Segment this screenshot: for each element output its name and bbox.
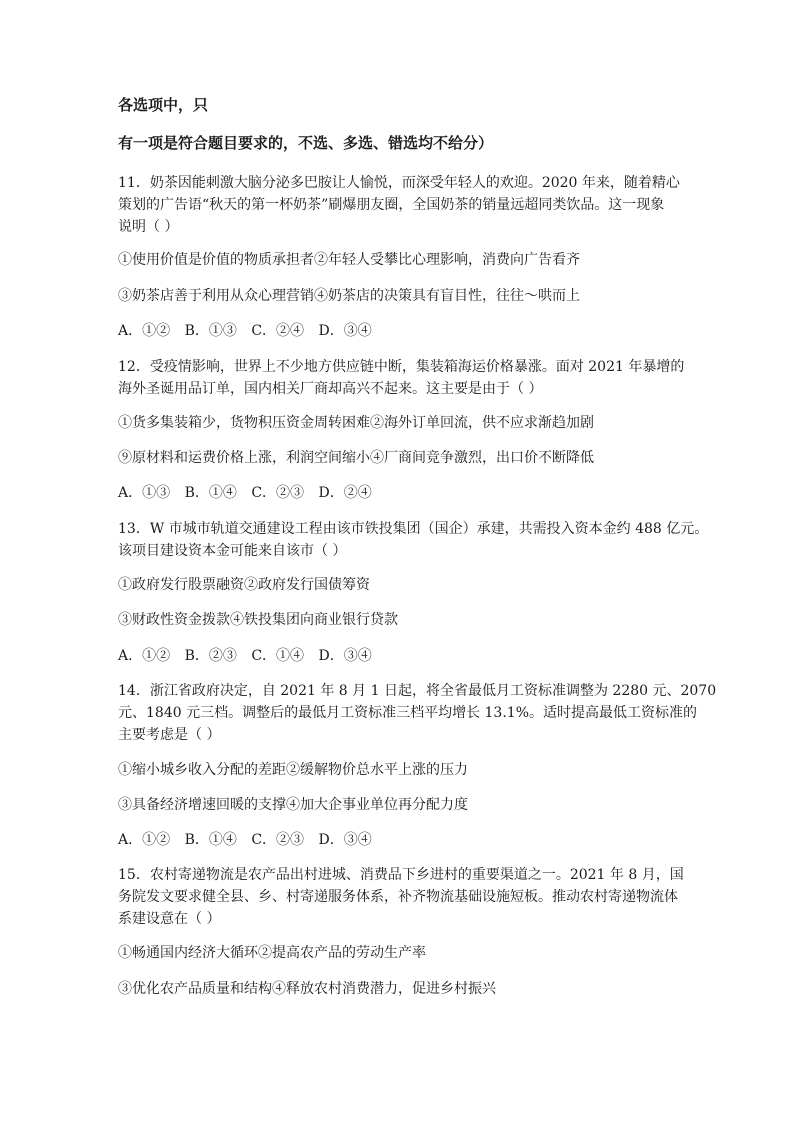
- question-text-line: 策划的广告语“秋天的第一杯奶茶”刷爆朋友圈，全国奶茶的销量远超同类饮品。这一现象: [118, 197, 665, 213]
- answer-options: [118, 322, 678, 340]
- question-text-line: 15．农村寄递物流是农产品出村进城、消费品下乡进村的重要渠道之一。2021 年 8 月，国: [118, 867, 684, 883]
- question-text-line: 务院发文要求健全县、乡、村寄递服务体系，补齐物流基础设施短板。推动农村寄递物流体: [118, 889, 678, 905]
- option-a: A．①②: [118, 648, 171, 664]
- option-b: B．①③: [184, 323, 237, 339]
- question-text-line: 11．奶茶因能刺激大脑分泌多巴胺让人愉悦，而深受年轻人的欢迎。2020 年来，随着精心: [118, 175, 680, 191]
- statement-line: ①缩小城乡收入分配的差距②缓解物价总水平上涨的压力: [118, 762, 468, 778]
- option-d: D．③④: [318, 648, 372, 664]
- question-text-line: 说明（ ）: [118, 219, 179, 235]
- question-text-line: 海外圣诞用品订单，国内相关厂商却高兴不起来。这主要是由于（ ）: [118, 381, 543, 397]
- question-text-line: 元、1840 元三档。调整后的最低月工资标准三档平均增长 13.1%。适时提高最低工资标准的: [118, 705, 698, 721]
- question-text-line: 该项目建设资本金可能来自该市（ ）: [118, 543, 347, 559]
- question-text-line: 14．浙江省政府决定，自 2021 年 8 月 1 日起，将全省最低月工资标准调整为 2280 元、2070: [118, 683, 717, 699]
- statement-line: ③财政性资金拨款④铁投集团向商业银行贷款: [118, 612, 398, 628]
- question-text-line: 系建设意在（ ）: [118, 911, 221, 927]
- answer-options: [118, 647, 678, 665]
- option-d: D．③④: [318, 832, 372, 848]
- question-text-line: 主要考虑是（ ）: [118, 727, 221, 743]
- option-c: C．②③: [251, 832, 305, 848]
- option-c: C．①④: [251, 648, 305, 664]
- option-a: A．①②: [118, 323, 171, 339]
- option-a: A．①②: [118, 832, 171, 848]
- answer-options: [118, 831, 678, 849]
- option-b: B．①④: [184, 485, 237, 501]
- question-text-line: 13．W 市城市轨道交通建设工程由该市铁投集团（国企）承建，共需投入资本金约 488 亿元。: [118, 521, 709, 537]
- statement-line: ③奶茶店善于利用从众心理营销④奶茶店的决策具有盲目性，往往～哄而上: [118, 288, 580, 304]
- section-heading-line-1: 各选项中，只: [118, 96, 209, 114]
- statement-line: ①政府发行股票融资②政府发行国债筹资: [118, 577, 370, 593]
- option-c: C．②③: [251, 485, 305, 501]
- statement-line: ①畅通国内经济大循环②提高农产品的劳动生产率: [118, 945, 426, 961]
- statement-line: ①使用价值是价值的物质承担者②年轻人受攀比心理影响，消费向广告看齐: [118, 252, 580, 268]
- option-c: C．②④: [251, 323, 305, 339]
- option-d: D．②④: [318, 485, 372, 501]
- option-b: B．①④: [184, 832, 237, 848]
- question-text-line: 12．受疫情影响，世界上不少地方供应链中断，集装箱海运价格暴涨。面对 2021 年暴增的: [118, 359, 685, 375]
- answer-options: [118, 484, 678, 502]
- option-b: B．②③: [184, 648, 237, 664]
- statement-line: ①货多集装箱少，货物积压资金周转困难②海外订单回流，供不应求渐趋加剧: [118, 415, 594, 431]
- statement-line: ⑨原材料和运费价格上涨，利润空间缩小④厂商间竞争激烈，出口价不断降低: [118, 450, 594, 466]
- option-a: A．①③: [118, 485, 171, 501]
- option-d: D．③④: [318, 323, 372, 339]
- statement-line: ③优化农产品质量和结构④释放农村消费潜力，促进乡村振兴: [118, 981, 496, 997]
- statement-line: ③具备经济增速回暖的支撑④加大企事业单位再分配力度: [118, 797, 468, 813]
- section-heading-line-2: 有一项是符合题目要求的，不选、多选、错选均不给分）: [118, 134, 494, 152]
